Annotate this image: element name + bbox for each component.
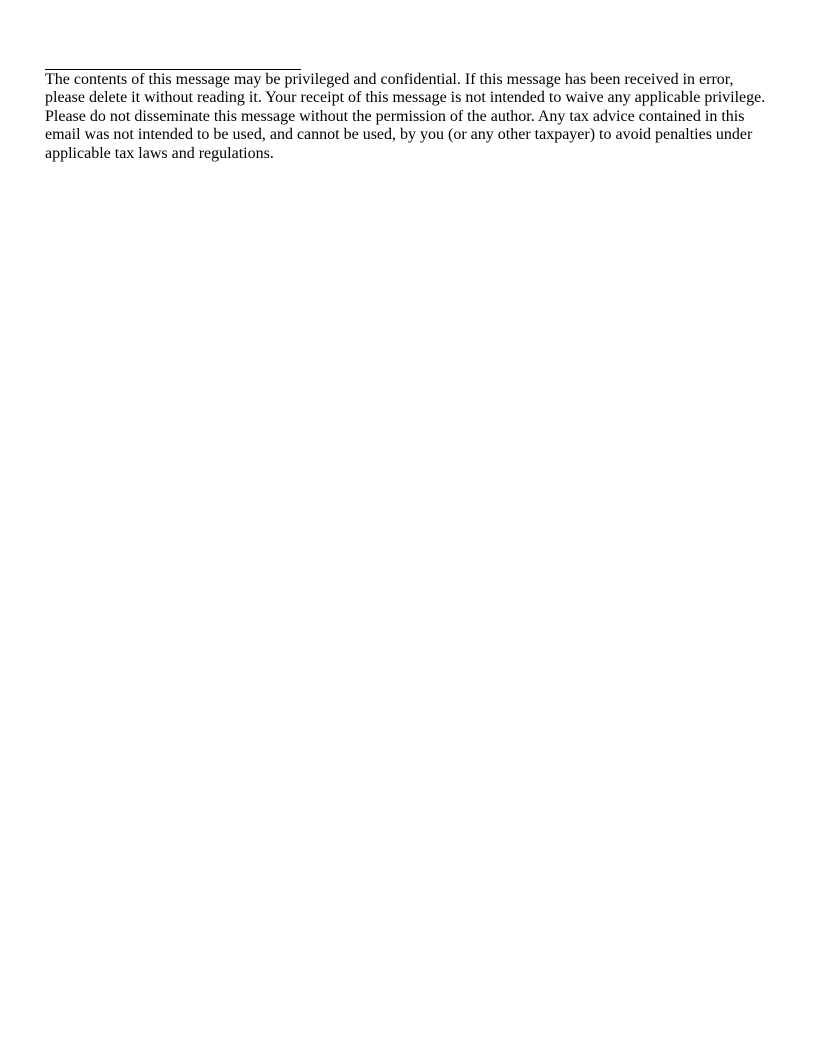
disclaimer-line: Please do not disseminate this message without the permission of the author. Any tax advice contained in this bbox=[45, 107, 745, 125]
disclaimer-line: The contents of this message may be privileged and confidential. If this message has been received in error, bbox=[45, 71, 734, 88]
disclaimer-line: email was not intended to be used, and cannot be used, by you (or any other taxpayer) to avoid penalties under bbox=[45, 126, 753, 144]
disclaimer-line: applicable tax laws and regulations. bbox=[45, 144, 274, 162]
signature-separator-line bbox=[45, 69, 301, 70]
disclaimer-paragraph bbox=[45, 71, 785, 163]
email-disclaimer bbox=[45, 69, 785, 163]
disclaimer-line: please delete it without reading it. Your receipt of this message is not intended to waive any applicable privilege. bbox=[45, 89, 766, 107]
